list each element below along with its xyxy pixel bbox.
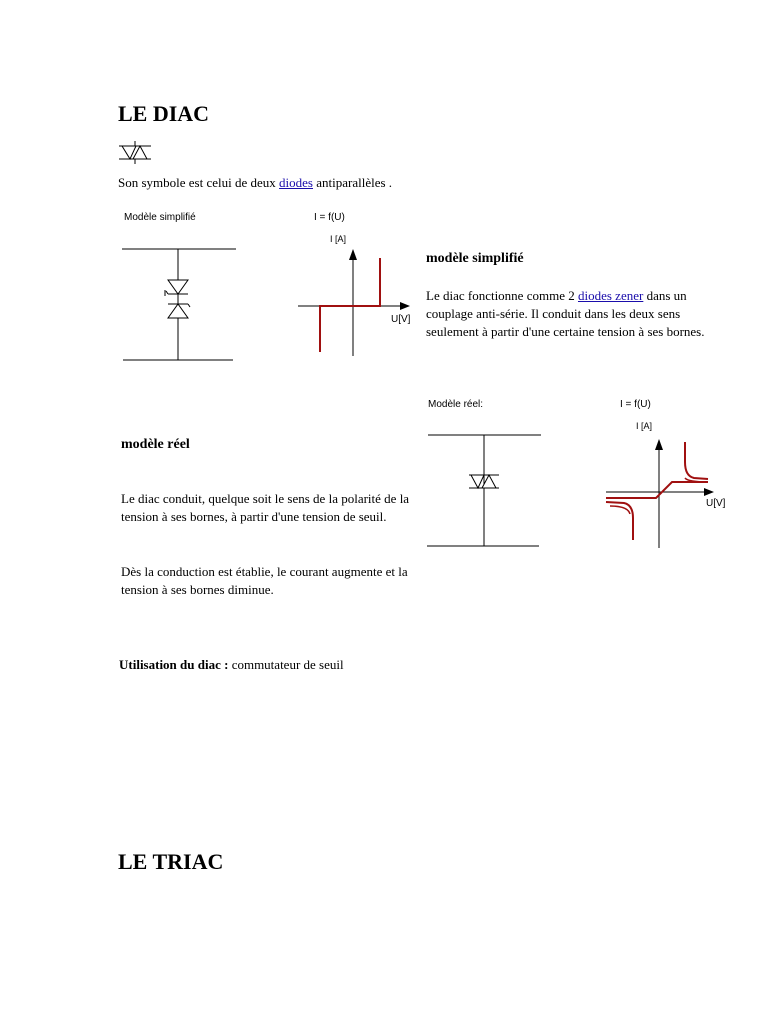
- diodes-link[interactable]: diodes: [279, 175, 313, 190]
- real-description-2: Dès la conduction est établie, le courant augmente et la tension à ses bornes diminue.: [121, 564, 408, 597]
- real-description-1: Le diac conduit, quelque soit le sens de la polarité de la tension à ses bornes, à partir d'une tension de seuil.: [121, 491, 410, 524]
- fig-real-curve-title: I = f(U): [620, 399, 651, 410]
- diac-simplified-curve: [296, 246, 414, 358]
- heading-real: modèle réel: [121, 437, 190, 452]
- diodes-zener-link[interactable]: diodes zener: [577, 288, 644, 303]
- diac-simplified-circuit: [118, 240, 238, 365]
- fig-simplified-label: Modèle simplifié: [124, 212, 196, 223]
- diac-intro: Son symbole est celui de deux diodes antiparallèles .: [118, 175, 393, 190]
- usage-label: Utilisation du diac :: [119, 657, 229, 672]
- fig-simplified-x-label: U[V]: [391, 314, 411, 325]
- diac-usage: [119, 656, 344, 674]
- page-title-diac: LE DIAC: [118, 101, 210, 126]
- usage-value: commutateur de seuil: [228, 657, 344, 672]
- fig-simplified-curve-title: I = f(U): [314, 212, 345, 223]
- simplified-description: Le diac fonctionne comme 2 diodes zener dans un couplage anti-série. Il conduit dans les deux sens seulement à partir d'une certaine tension à ses bornes.: [426, 288, 705, 339]
- diac-real-curve: [604, 436, 718, 550]
- fig-real-y-label: I [A]: [636, 421, 653, 431]
- fig-real-x-label: U[V]: [706, 498, 726, 509]
- diac-symbol-icon: [116, 141, 154, 165]
- page-title-triac: LE TRIAC: [118, 849, 224, 874]
- diac-real-circuit: [424, 428, 544, 553]
- fig-simplified-y-label: I [A]: [330, 234, 347, 244]
- heading-simplified: modèle simplifié: [426, 251, 524, 266]
- fig-real-label: Modèle réel:: [428, 399, 484, 410]
